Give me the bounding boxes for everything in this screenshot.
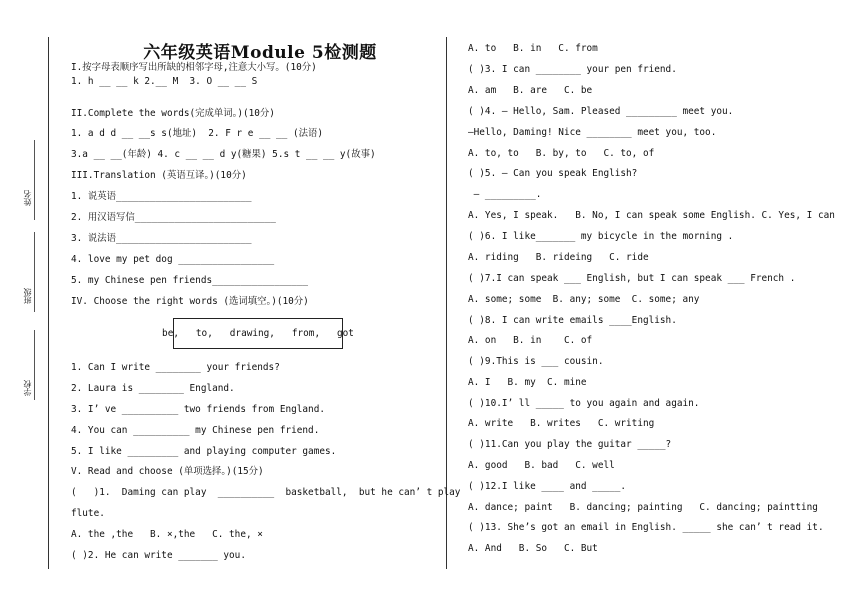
choice-item-12: ( )12.I like ____ and _____. bbox=[468, 481, 627, 492]
section-4-heading: IV. Choose the right words (选词填空。)(10分) bbox=[71, 296, 309, 307]
choice-item-1-options: A. the ,the B. ×,the C. the, × bbox=[71, 529, 263, 540]
choice-item-4: ( )4. — Hello, Sam. Pleased _________ meet you. bbox=[468, 106, 734, 117]
choice-item-13: ( )13. She’s got an email in English. _____ she can’ t read it. bbox=[468, 522, 824, 533]
choice-item-4-options: A. to, to B. by, to C. to, of bbox=[468, 148, 655, 159]
choice-item-6: ( )6. I like_______ my bicycle in the morning . bbox=[468, 231, 734, 242]
class-label: 班级 bbox=[23, 288, 32, 304]
choice-item-1: ( )1. Daming can play __________ basketball, but he can’ t play bbox=[71, 487, 461, 498]
choice-item-13-options: A. And B. So C. But bbox=[468, 543, 598, 554]
translation-item-2: 2. 用汉语写信_________________________ bbox=[71, 212, 276, 223]
fill-item-2: 2. Laura is ________ England. bbox=[71, 383, 235, 394]
choice-item-8-options: A. on B. in C. of bbox=[468, 335, 593, 346]
choice-item-3-options: A. am B. are C. be bbox=[468, 85, 593, 96]
translation-item-1: 1. 说英语________________________ bbox=[71, 191, 252, 202]
exam-title: 六年级英语Module 5检测题 bbox=[143, 43, 377, 63]
choice-item-10: ( )10.I’ ll _____ to you again and again. bbox=[468, 398, 700, 409]
section-1-question: 1. h __ __ k 2.__ M 3. O __ __ S bbox=[71, 76, 258, 87]
left-margin-rule bbox=[48, 37, 49, 569]
choice-item-7: ( )7.I can speak ___ English, but I can speak ___ French . bbox=[468, 273, 796, 284]
name-line bbox=[34, 140, 35, 220]
choice-item-11-options: A. good B. bad C. well bbox=[468, 460, 615, 471]
school-label: 学校 bbox=[23, 380, 32, 396]
choice-item-2: ( )2. He can write _______ you. bbox=[71, 550, 246, 561]
choice-item-5: ( )5. — Can you speak English? bbox=[468, 168, 638, 179]
choice-item-11: ( )11.Can you play the guitar _____? bbox=[468, 439, 672, 450]
choice-item-12-options: A. dance; paint B. dancing; painting C. dancing; paintting bbox=[468, 502, 818, 513]
choice-item-2-options: A. to B. in C. from bbox=[468, 43, 598, 54]
choice-item-9: ( )9.This is ___ cousin. bbox=[468, 356, 604, 367]
choice-item-3: ( )3. I can ________ your pen friend. bbox=[468, 64, 677, 75]
choice-item-7-options: A. some; some B. any; some C. some; any bbox=[468, 294, 700, 305]
choice-item-8: ( )8. I can write emails ____English. bbox=[468, 315, 677, 326]
name-label: 姓名 bbox=[23, 190, 32, 206]
translation-item-5: 5. my Chinese pen friends_________________ bbox=[71, 275, 309, 286]
school-line bbox=[34, 330, 35, 400]
choice-item-6-options: A. riding B. rideing C. ride bbox=[468, 252, 649, 263]
fill-item-1: 1. Can I write ________ your friends? bbox=[71, 362, 280, 373]
choice-item-4-reply: —Hello, Daming! Nice ________ meet you, too. bbox=[468, 127, 717, 138]
section-5-heading: V. Read and choose (单项选择。)(15分) bbox=[71, 466, 264, 477]
section-2-line-1: 1. a d d __ __s s(地址) 2. F r e __ __ (法语) bbox=[71, 128, 323, 139]
choice-item-5-options: A. Yes, I speak. B. No, I can speak some English. C. Yes, I can bbox=[468, 210, 835, 221]
section-2-heading: II.Complete the words(完成单词。)(10分) bbox=[71, 108, 275, 119]
section-1-heading: I.按字母表顺序写出所缺的相邻字母,注意大小写。(10分) bbox=[71, 62, 317, 73]
fill-item-4: 4. You can __________ my Chinese pen friend. bbox=[71, 425, 320, 436]
section-3-heading: III.Translation (英语互译。)(10分) bbox=[71, 170, 247, 181]
translation-item-4: 4. love my pet dog _________________ bbox=[71, 254, 275, 265]
choice-item-5-reply: — _________. bbox=[468, 189, 542, 200]
word-bank-box: be, to, drawing, from, got bbox=[173, 318, 343, 349]
fill-item-3: 3. I’ ve __________ two friends from England. bbox=[71, 404, 325, 415]
section-2-line-2: 3.a __ __(年龄) 4. c __ __ d y(糖果) 5.s t __ __ y(故事) bbox=[71, 149, 376, 160]
choice-item-10-options: A. write B. writes C. writing bbox=[468, 418, 655, 429]
class-line bbox=[34, 232, 35, 312]
choice-item-9-options: A. I B. my C. mine bbox=[468, 377, 587, 388]
choice-item-1-cont: flute. bbox=[71, 508, 105, 519]
translation-item-3: 3. 说法语________________________ bbox=[71, 233, 252, 244]
fill-item-5: 5. I like _________ and playing computer games. bbox=[71, 446, 337, 457]
